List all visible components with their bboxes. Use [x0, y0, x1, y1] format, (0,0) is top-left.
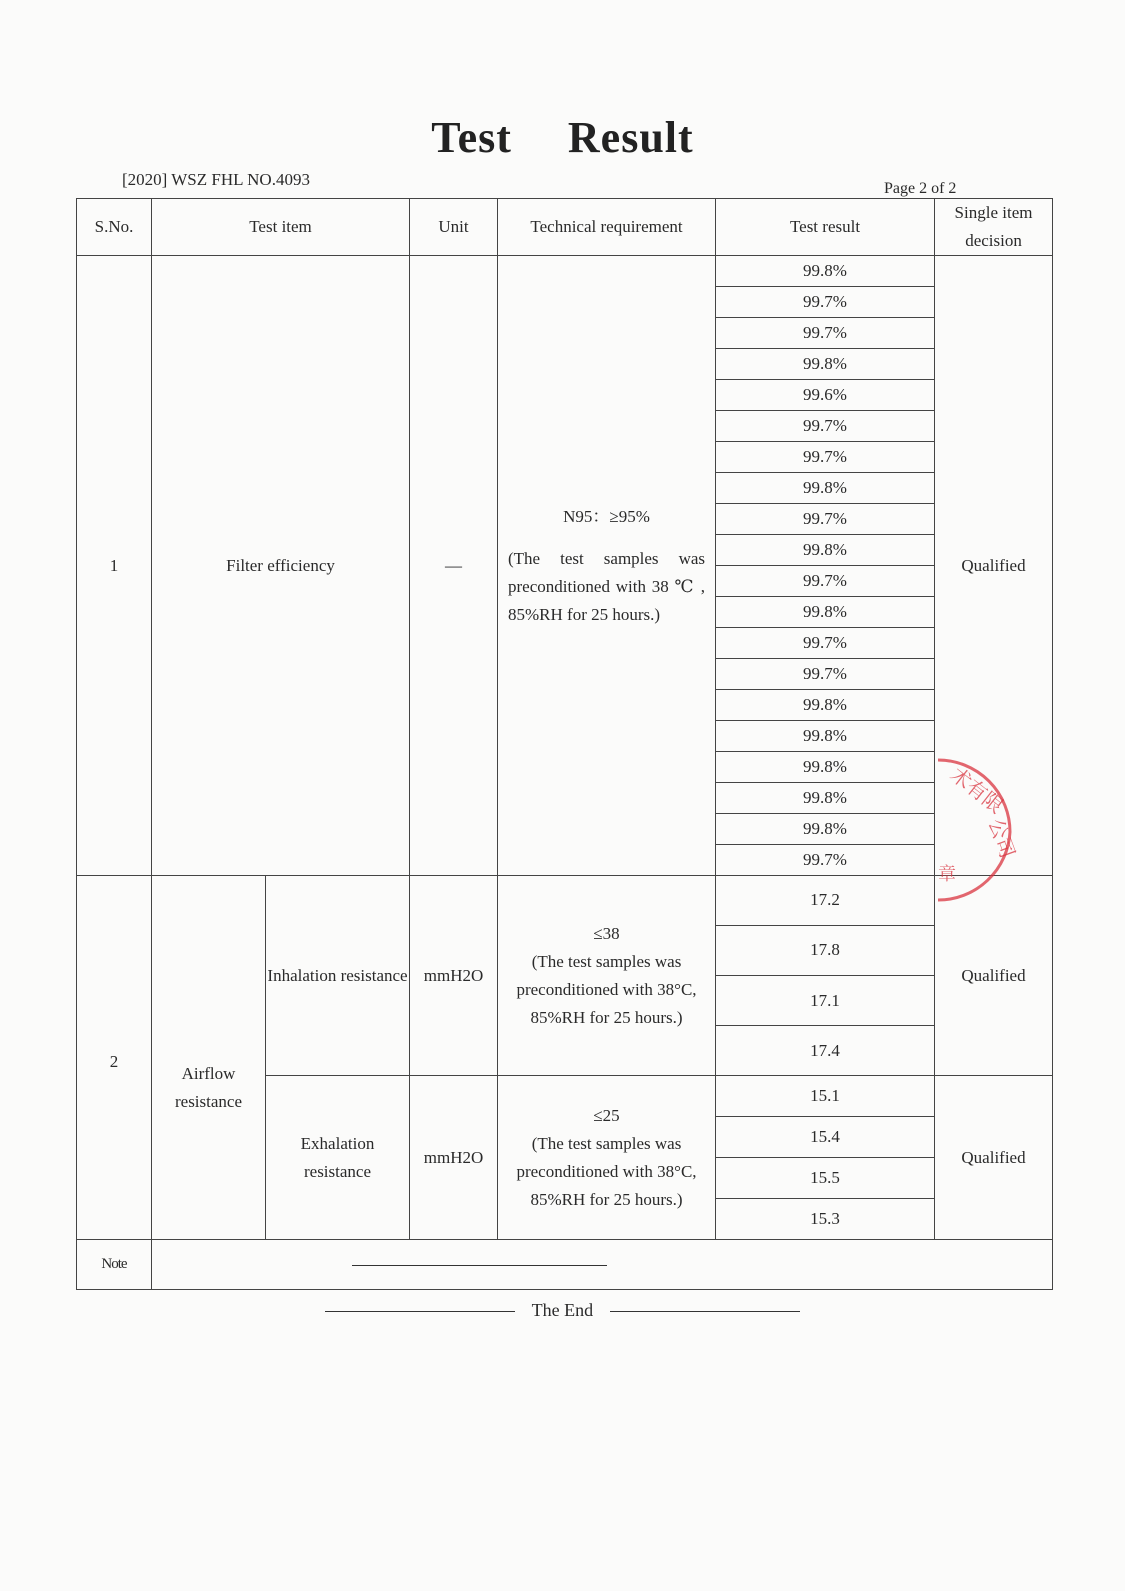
result-value: 99.8% [716, 534, 934, 565]
result-value: 99.8% [716, 348, 934, 379]
page-number: Page 2 of 2 [884, 180, 957, 197]
result-value: 15.5 [716, 1157, 934, 1198]
header-technical-requirement: Technical requirement [498, 199, 716, 256]
note-blank-line [352, 1265, 607, 1266]
result-row [716, 410, 934, 441]
exhalation-decision: Qualified [935, 1076, 1053, 1240]
result-row [716, 721, 934, 752]
inhalation-requirement-main: ≤38 [593, 923, 620, 943]
row2-sno: 2 [77, 876, 152, 1240]
result-value: 99.8% [716, 783, 934, 814]
row1-decision: Qualified [935, 256, 1053, 876]
exhalation-results-list [716, 1076, 934, 1239]
end-text: The End [531, 1300, 594, 1320]
result-row [716, 876, 934, 925]
row1-requirement-note: (The test samples was preconditioned with 38 ℃ , 85%RH for 25 hours.) [508, 548, 706, 624]
result-row [716, 925, 934, 975]
table-row [77, 256, 1053, 876]
result-row [716, 1026, 934, 1075]
result-value: 99.7% [716, 565, 934, 596]
result-row [716, 845, 934, 875]
inhalation-decision: Qualified [935, 876, 1053, 1076]
result-value: 99.7% [716, 441, 934, 472]
table-header-row [77, 199, 1053, 256]
result-value: 17.4 [810, 1040, 840, 1060]
row1-results-list [716, 256, 934, 875]
result-row [716, 596, 934, 627]
inhalation-results-list [716, 876, 934, 1075]
result-value: 99.7% [716, 317, 934, 348]
result-value: 15.3 [810, 1209, 840, 1229]
exhalation-requirement [498, 1076, 716, 1240]
row1-sno: 1 [77, 256, 152, 876]
result-value: 99.7% [716, 658, 934, 689]
svg-text:术有限: 术有限 [946, 762, 1009, 819]
end-line-right [610, 1311, 800, 1312]
result-row [716, 286, 934, 317]
end-marker [0, 1300, 1125, 1321]
result-value: 15.1 [716, 1076, 934, 1116]
result-value: 99.7% [716, 503, 934, 534]
result-row [716, 1116, 934, 1157]
result-row [716, 534, 934, 565]
row1-unit: — [410, 256, 498, 876]
svg-text:章: 章 [938, 864, 956, 885]
result-row [716, 752, 934, 783]
header-test-result: Test result [716, 199, 935, 256]
result-row [716, 317, 934, 348]
result-value: 99.8% [716, 721, 934, 752]
exhalation-unit: mmH2O [410, 1076, 498, 1240]
header-unit: Unit [410, 199, 498, 256]
result-row [716, 1076, 934, 1116]
result-value: 99.7% [803, 850, 847, 870]
result-value: 17.8 [716, 925, 934, 975]
header-sno: S.No. [77, 199, 152, 256]
table-row [77, 876, 1053, 1076]
result-row [716, 783, 934, 814]
row1-item: Filter efficiency [152, 256, 410, 876]
inhalation-requirement-note: (The test samples was preconditioned with 38°C, 85%RH for 25 hours.) [516, 951, 697, 1027]
result-value: 99.8% [716, 256, 934, 286]
result-value: 17.1 [716, 975, 934, 1025]
result-row [716, 1157, 934, 1198]
page-title: Test Result [431, 113, 694, 162]
result-value: 15.4 [716, 1116, 934, 1157]
row1-requirement-main: N95：≥95% [563, 506, 650, 526]
document-number: [2020] WSZ FHL NO.4093 [122, 170, 310, 189]
row1-requirement [498, 256, 716, 876]
header-decision: Single item decision [935, 199, 1053, 256]
result-row [716, 814, 934, 845]
result-value: 99.8% [716, 689, 934, 720]
inhalation-results-cell [716, 876, 935, 1076]
result-row [716, 975, 934, 1025]
result-value: 99.8% [716, 472, 934, 503]
result-value: 99.8% [716, 752, 934, 783]
result-value: 17.2 [716, 876, 934, 925]
header-test-item: Test item [152, 199, 410, 256]
result-value: 99.7% [716, 627, 934, 658]
inhalation-unit: mmH2O [410, 876, 498, 1076]
result-row [716, 503, 934, 534]
note-content [152, 1240, 1053, 1290]
result-row [716, 565, 934, 596]
result-value: 99.7% [716, 286, 934, 317]
results-table [76, 198, 1053, 1290]
result-value: 99.8% [716, 596, 934, 627]
svg-text:公司: 公司 [983, 815, 1020, 862]
end-line-left [325, 1311, 515, 1312]
note-row [77, 1240, 1053, 1290]
exhalation-results-cell [716, 1076, 935, 1240]
result-row [716, 1199, 934, 1239]
row2-item: Airflow resistance [152, 876, 266, 1240]
result-value: 99.7% [716, 410, 934, 441]
exhalation-label: Exhalation resistance [266, 1076, 410, 1240]
inhalation-label: Inhalation resistance [266, 876, 410, 1076]
result-row [716, 441, 934, 472]
result-row [716, 627, 934, 658]
result-value: 99.6% [716, 379, 934, 410]
result-row [716, 348, 934, 379]
result-row [716, 379, 934, 410]
result-row [716, 256, 934, 286]
result-row [716, 472, 934, 503]
result-row [716, 658, 934, 689]
exhalation-requirement-main: ≤25 [593, 1105, 620, 1125]
result-row [716, 689, 934, 720]
result-value: 99.8% [716, 814, 934, 845]
row1-results-cell [716, 256, 935, 876]
inhalation-requirement [498, 876, 716, 1076]
note-label: Note [77, 1240, 152, 1290]
exhalation-requirement-note: (The test samples was preconditioned with 38°C, 85%RH for 25 hours.) [516, 1133, 697, 1209]
